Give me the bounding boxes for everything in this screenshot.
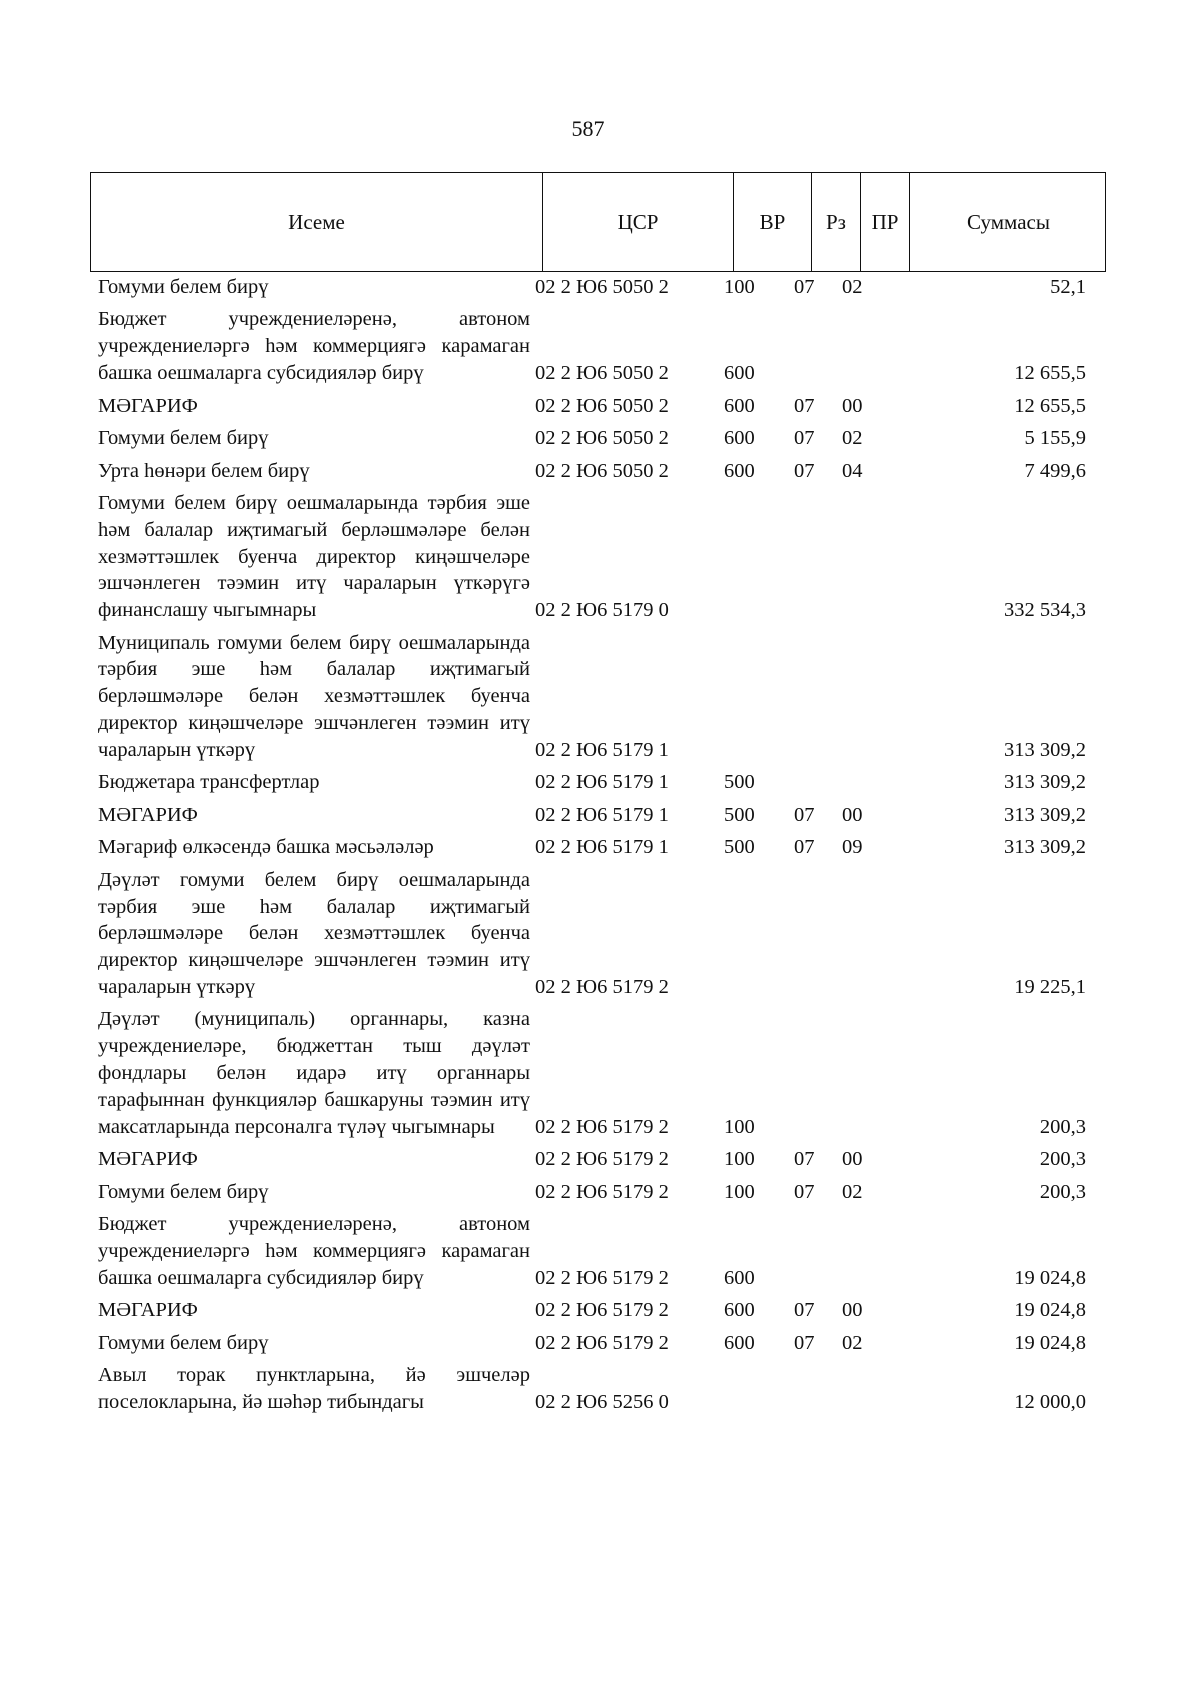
row-name: Гомуми белем бирү xyxy=(98,1180,269,1203)
row-vr: 600 xyxy=(724,1299,755,1322)
row-vr: 600 xyxy=(724,1266,755,1289)
row-rz: 07 xyxy=(794,803,815,826)
row-rz: 07 xyxy=(794,427,815,450)
table-row xyxy=(98,630,1098,764)
table-row xyxy=(98,306,1098,386)
row-pr: 00 xyxy=(842,1299,863,1322)
row-rz: 07 xyxy=(794,1180,815,1203)
row-sum: 19 024,8 xyxy=(1014,1331,1086,1354)
table-row xyxy=(98,834,1098,861)
row-vr: 100 xyxy=(724,1115,755,1138)
row-rz: 07 xyxy=(794,836,815,859)
row-sum: 332 534,3 xyxy=(1004,599,1086,622)
row-name: Дәүләт (муниципаль) органнары, казна учреждениеләре, бюджеттан тыш дәүләт фондлары белән идарә итү органнары тарафыннан функцияләр башкаруны тәэмин итү максатларында персоналга түләү чыгымнары xyxy=(98,1008,530,1138)
row-pr: 00 xyxy=(842,803,863,826)
row-name: Гомуми белем бирү xyxy=(98,427,269,450)
row-csr: 02 2 Ю6 5179 2 xyxy=(535,1331,669,1354)
row-sum: 313 309,2 xyxy=(1004,836,1086,859)
row-name: МӘГАРИФ xyxy=(98,1148,198,1171)
table-row xyxy=(98,1297,1098,1324)
row-name: МӘГАРИФ xyxy=(98,1299,198,1322)
row-vr: 600 xyxy=(724,1331,755,1354)
row-rz: 07 xyxy=(794,1299,815,1322)
row-csr: 02 2 Ю6 5179 1 xyxy=(535,771,669,794)
table-row xyxy=(98,1006,1098,1140)
row-sum: 200,3 xyxy=(1039,1115,1086,1138)
row-sum: 313 309,2 xyxy=(1004,738,1086,761)
row-vr: 600 xyxy=(724,459,755,482)
row-name: Бюджет учреждениеләренә, автоном учреждениеләргә һәм коммерциягә карамаган башка оешмаларга субсидияләр бирү xyxy=(98,1213,530,1289)
row-csr: 02 2 Ю6 5050 2 xyxy=(535,427,669,450)
row-csr: 02 2 Ю6 5256 0 xyxy=(535,1390,669,1413)
row-sum: 200,3 xyxy=(1039,1180,1086,1203)
row-pr: 04 xyxy=(842,459,863,482)
row-vr: 100 xyxy=(724,1180,755,1203)
row-name: МӘГАРИФ xyxy=(98,803,198,826)
row-rz: 07 xyxy=(794,1148,815,1171)
row-csr: 02 2 Ю6 5050 2 xyxy=(535,276,669,298)
row-rz: 07 xyxy=(794,394,815,417)
table-row xyxy=(98,274,1098,301)
header-vr: ВР xyxy=(733,173,811,271)
row-rz: 07 xyxy=(794,1331,815,1354)
row-sum: 12 655,5 xyxy=(1014,394,1086,417)
row-csr: 02 2 Ю6 5050 2 xyxy=(535,394,669,417)
row-sum: 19 225,1 xyxy=(1014,976,1086,998)
row-pr: 09 xyxy=(842,836,863,859)
row-sum: 313 309,2 xyxy=(1004,771,1086,794)
row-vr: 100 xyxy=(724,1148,755,1171)
row-vr: 100 xyxy=(724,276,755,298)
row-csr: 02 2 Ю6 5050 2 xyxy=(535,459,669,482)
row-sum: 313 309,2 xyxy=(1004,803,1086,826)
row-pr: 00 xyxy=(842,1148,863,1171)
row-sum: 19 024,8 xyxy=(1014,1299,1086,1322)
row-vr: 500 xyxy=(724,803,755,826)
row-name: Бюджет учреждениеләренә, автоном учреждениеләргә һәм коммерциягә карамаган башка оешмаларга субсидияләр бирү xyxy=(98,308,530,385)
table-body xyxy=(98,274,1098,1421)
row-csr: 02 2 Ю6 5179 2 xyxy=(535,1299,669,1322)
table-row xyxy=(98,458,1098,485)
row-vr: 500 xyxy=(724,836,755,859)
page-number: 587 xyxy=(571,116,605,141)
row-pr: 00 xyxy=(842,394,863,417)
table-row xyxy=(98,1330,1098,1357)
row-pr: 02 xyxy=(842,1180,863,1203)
row-vr: 600 xyxy=(724,362,755,385)
row-csr: 02 2 Ю6 5179 2 xyxy=(535,976,669,998)
row-vr: 600 xyxy=(724,394,755,417)
header-name: Исеме xyxy=(288,209,345,234)
row-sum: 19 024,8 xyxy=(1014,1266,1086,1289)
header-rz: Рз xyxy=(811,173,860,271)
table-header xyxy=(90,172,1106,272)
table-row xyxy=(98,1211,1098,1291)
row-csr: 02 2 Ю6 5179 1 xyxy=(535,803,669,826)
header-sum: Суммасы xyxy=(909,173,1107,271)
row-name: Авыл торак пунктларына, йә эшчеләр поселокларына, йә шәһәр тибындагы xyxy=(98,1364,530,1413)
row-csr: 02 2 Ю6 5179 2 xyxy=(535,1266,669,1289)
row-pr: 02 xyxy=(842,1331,863,1354)
row-name: Мәгариф өлкәсендә башка мәсьәләләр xyxy=(98,836,434,859)
row-vr: 500 xyxy=(724,771,755,794)
header-csr: ЦСР xyxy=(542,173,733,271)
row-name: МӘГАРИФ xyxy=(98,394,198,417)
row-sum: 52,1 xyxy=(1050,276,1086,298)
row-sum: 200,3 xyxy=(1039,1148,1086,1171)
row-name: Дәүләт гомуми белем бирү оешмаларында тәрбия эше һәм балалар иҗтимагый берләшмәләре белән хезмәттәшлек буенча директор киңәшчеләре эшчәнлеген тәэмин итү чараларын үткәрү xyxy=(98,868,530,998)
row-rz: 07 xyxy=(794,459,815,482)
table-row xyxy=(98,769,1098,796)
header-pr: ПР xyxy=(860,173,909,271)
table-row xyxy=(98,802,1098,829)
row-csr: 02 2 Ю6 5050 2 xyxy=(535,362,669,385)
row-name: Гомуми белем бирү xyxy=(98,276,269,298)
row-vr: 600 xyxy=(724,427,755,450)
row-rz: 07 xyxy=(794,276,815,298)
row-pr: 02 xyxy=(842,427,863,450)
row-name: Бюджетара трансфертлар xyxy=(98,771,320,794)
row-csr: 02 2 Ю6 5179 2 xyxy=(535,1148,669,1171)
table-row xyxy=(98,425,1098,452)
table-row xyxy=(98,867,1098,1001)
table-row xyxy=(98,393,1098,420)
table-row xyxy=(98,1362,1098,1416)
row-name: Урта һөнәри белем бирү xyxy=(98,459,310,482)
row-name: Гомуми белем бирү xyxy=(98,1331,269,1354)
table-row xyxy=(98,490,1098,624)
row-csr: 02 2 Ю6 5179 0 xyxy=(535,599,669,622)
row-csr: 02 2 Ю6 5179 1 xyxy=(535,738,669,761)
row-sum: 12 000,0 xyxy=(1014,1390,1086,1413)
row-pr: 02 xyxy=(842,276,863,298)
row-csr: 02 2 Ю6 5179 2 xyxy=(535,1180,669,1203)
row-name: Муниципаль гомуми белем бирү оешмаларында тәрбия эше һәм балалар иҗтимагый берләшмәләре белән хезмәттәшлек буенча директор киңәшчеләре эшчәнлеген тәэмин итү чараларын үткәрү xyxy=(98,631,530,761)
row-csr: 02 2 Ю6 5179 2 xyxy=(535,1115,669,1138)
row-sum: 5 155,9 xyxy=(1024,427,1086,450)
row-sum: 12 655,5 xyxy=(1014,362,1086,385)
row-sum: 7 499,6 xyxy=(1024,459,1086,482)
row-csr: 02 2 Ю6 5179 1 xyxy=(535,836,669,859)
row-name: Гомуми белем бирү оешмаларында тәрбия эше һәм балалар иҗтимагый берләшмәләре белән хезмәттәшлек буенча директор киңәшчеләре эшчәнлеген тәэмин итү чараларын үткәрүгә финанслашу чыгымнары xyxy=(98,492,530,622)
table-row xyxy=(98,1179,1098,1206)
table-row xyxy=(98,1146,1098,1173)
